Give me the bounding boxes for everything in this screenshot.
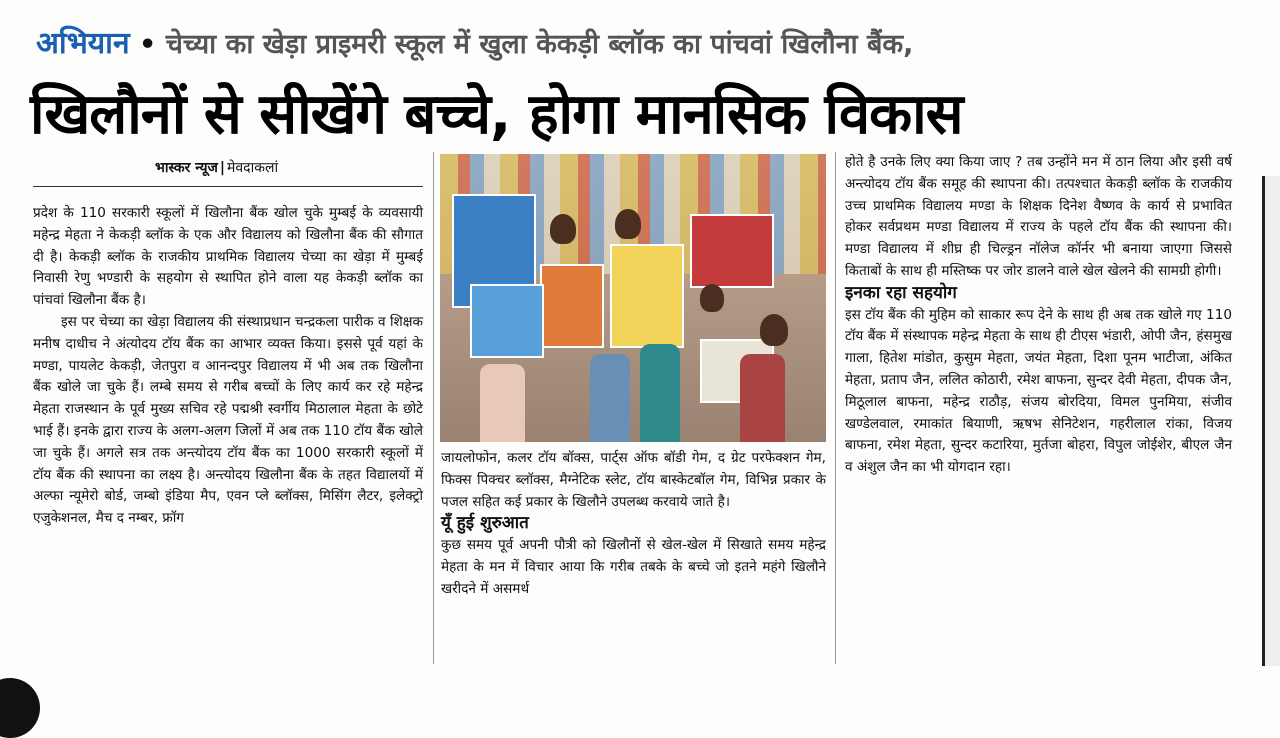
byline (155, 158, 278, 177)
subhead-shuruat: यूँ हुई शुरुआत (441, 513, 529, 534)
photo-toy-box (610, 244, 684, 348)
col2-paragraph-2: कुछ समय पूर्व अपनी पौत्री को खिलौनों से खेल-खेल में सिखाते समय महेन्द्र मेहता के मन में विचार आया कि गरीब तबके के बच्चे जो इतने महंगे खिलौने खरीदने में असमर्थ (441, 537, 826, 597)
photo-child-body (590, 354, 630, 442)
subhead-sahyog: इनका रहा सहयोग (845, 282, 957, 303)
article-column-1 (33, 203, 423, 530)
col1-paragraph-1: प्रदेश के 110 सरकारी स्कूलों में खिलौना बैंक खोल चुके मुम्बई के व्यवसायी महेन्द्र मेहता ने केकड़ी ब्लॉक के एक और विद्यालय को खिलौना बैंक की सौगात दी है। केकड़ी ब्लॉक के राजकीय प्राथमिक विद्यालय चेच्या का खेड़ा में मुम्बई निवासी रेणु भण्डारी के सहयोग से स्थापित होने वाला यह केकड़ी ब्लॉक का पांचवां खिलौना बैंक है। (33, 205, 423, 309)
photo-toy-box (690, 214, 774, 288)
col2-paragraph-1: जायलोफोन, कलर टॉय बॉक्स, पार्ट्स ऑफ बॉडी गेम, द ग्रेट परफेक्शन गेम, फिक्स पिक्चर ब्लॉक्स, मैग्नेटिक स्लेट, टॉय बास्केटबॉल गेम, विभिन्न प्रकार के पजल सहित कई प्रकार के खिलौने उपलब्ध करवाये जाते है। (441, 450, 826, 510)
column-divider (835, 152, 836, 664)
photo-child (700, 284, 724, 312)
adjacent-page-edge (1262, 176, 1280, 666)
photo-child-body (740, 354, 785, 442)
column-divider (433, 152, 434, 664)
page-bottom-edge (0, 670, 1280, 705)
kicker-tag: अभियान (36, 26, 130, 61)
byline-separator: | (219, 160, 226, 176)
photo-child (550, 214, 576, 244)
kicker (36, 26, 1266, 63)
col3-paragraph-1: होते है उनके लिए क्या किया जाए ? तब उन्होंने मन में ठान लिया और इसी वर्ष अन्त्योदय टॉय बैंक समूह की स्थापना की। तत्पश्चात केकड़ी ब्लॉक के राजकीय उच्च प्राथमिक विद्यालय मण्डा के शिक्षक दिनेश वैष्णव के कार्य से प्रभावित होकर सर्वप्रथम मण्डा विद्यालय में राज्य के पहले टॉय बैंक की स्थापना की। मण्डा विद्यालय में शीघ्र ही चिल्ड्रन नॉलेज कॉर्नर भी बनाया जाएगा जिससे किताबों के साथ ही मस्तिष्क पर जोर डालने वाले खेल खेलने की सामग्री होगी। (845, 154, 1232, 279)
news-photo-children-with-toys (440, 154, 826, 442)
article-column-2 (441, 448, 826, 601)
byline-place: मेवदाकलां (227, 160, 279, 176)
photo-child (615, 209, 641, 239)
photo-child (760, 314, 788, 346)
photo-toy-box (540, 264, 604, 348)
byline-agency: भास्कर न्यूज (155, 160, 218, 176)
byline-rule (33, 186, 423, 187)
photo-child-body (640, 344, 680, 442)
kicker-text: चेच्या का खेड़ा प्राइमरी स्कूल में खुला केकड़ी ब्लॉक का पांचवां खिलौना बैंक, (165, 29, 914, 60)
kicker-bullet: • (139, 29, 157, 60)
photo-child-body (480, 364, 525, 442)
photo-toy-box (470, 284, 544, 358)
col3-paragraph-2: इस टॉय बैंक की मुहिम को साकार रूप देने के साथ ही अब तक खोले गए 110 टॉय बैंक में संस्थापक महेन्द्र मेहता के साथ ही टीएस भंडारी, ओपी जैन, हंसमुख गाला, हितेश मांडोत, कुसुम मेहता, जयंत मेहता, दिशा पूनम भाटीजा, अंकित मेहता, प्रताप जैन, ललित कोठारी, रमेश बाफना, सुन्दर देवी मेहता, दीपक जैन, मिठूलाल बाफना, महेन्द्र राठौड़, संजय बोरदिया, विमल पुनमिया, संजीव खण्डेलवाल, रमाकांत बियाणी, ऋषभ सेनिटेशन, गहरीलाल रांका, विजय बाफना, रमेश मेहता, सुन्दर कटारिया, मुर्तजा बोहरा, विपुल जोईशेर, बीएल जैन व अंशुल जैन का भी योगदान रहा। (845, 306, 1232, 476)
cropped-top-text-strip (0, 0, 1280, 10)
article-column-3 (845, 152, 1232, 479)
headline: खिलौनों से सीखेंगे बच्चे, होगा मानसिक विकास (30, 82, 963, 147)
col1-paragraph-2: इस पर चेच्या का खेड़ा विद्यालय की संस्थाप्रधान चन्द्रकला पारीक व शिक्षक मनीष दाधीच ने अंत्योदय टॉय बैंक का आभार व्यक्त किया। इससे पूर्व यहां के मण्डा, पायलेट केकड़ी, जेतपुरा व आनन्दपुर विद्यालय में भी अब तक खिलौना बैंक खोले जा चुके हैं। लम्बे समय से गरीब बच्चों के लिए कार्य कर रहे महेन्द्र मेहता राजस्थान के पूर्व मुख्य सचिव रहे पद्मश्री स्वर्गीय मिठालाल मेहता के छोटे भाई हैं। इनके द्वारा राज्य के अलग-अलग जिलों में अब तक 110 टॉय बैंक खोले जा चुके हैं। अगले सत्र तक अन्त्योदय टॉय बैंक का 1000 सरकारी स्कूलों में टॉय बैंक की स्थापना का लक्ष्य है। अन्त्योदय खिलौना बैंक के तहत विद्यालयों में अल्फा न्यूमेरो बोर्ड, जम्बो इंडिया मैप, एवन प्ले ब्लॉक्स, मिसिंग लैटर, इलेक्ट्रो एजुकेशनल, मैच द नम्बर, फ्रॉग (33, 313, 423, 527)
